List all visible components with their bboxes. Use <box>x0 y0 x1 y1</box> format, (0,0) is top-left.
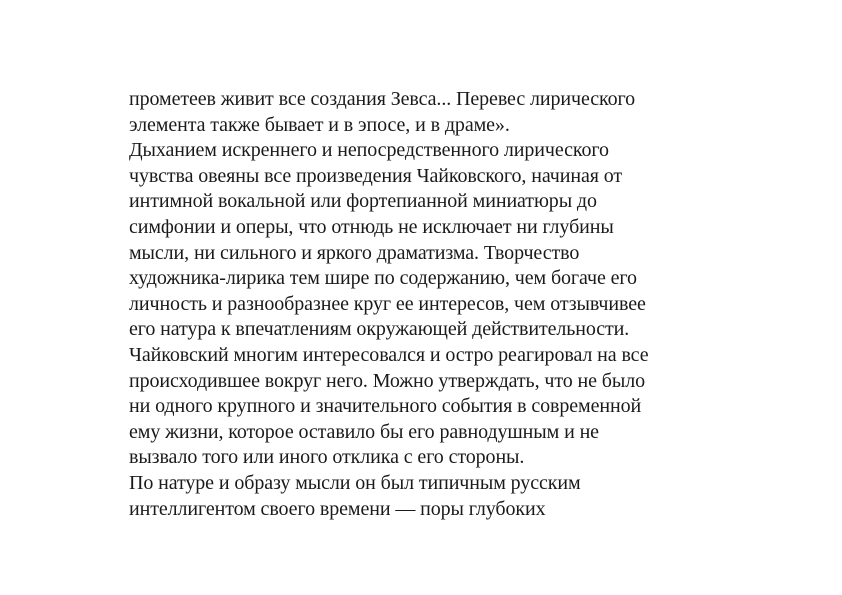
body-text <box>129 87 729 522</box>
text-line: интеллигентом своего времени — поры глубоких <box>129 497 546 520</box>
text-line: Дыханием искреннего и непосредственного лирического <box>129 139 609 162</box>
text-line: прометеев живит все создания Зевса... Перевес лирического <box>129 88 635 110</box>
text-line: элемента также бывает и в эпосе, и в драме». <box>129 113 510 136</box>
text-line: вызвало того или иного отклика с его стороны. <box>129 446 525 469</box>
text-line: ему жизни, которое оставило бы его равнодушным и не <box>129 420 599 443</box>
text-line: художника-лирика тем шире по содержанию, чем богаче его <box>129 267 637 290</box>
text-line: По натуре и образу мысли он был типичным русским <box>129 471 581 494</box>
text-line: Чайковский многим интересовался и остро реагировал на все <box>129 343 649 366</box>
text-line: происходившее вокруг него. Можно утверждать, что не было <box>129 369 645 392</box>
text-line: его натура к впечатлениям окружающей действительности. <box>129 318 630 341</box>
text-line: чувства овеяны все произведения Чайковского, начиная от <box>129 164 623 187</box>
text-line: ни одного крупного и значительного события в современной <box>129 395 642 418</box>
text-line: личность и разнообразнее круг ее интересов, чем отзывчивее <box>129 292 646 315</box>
text-line: мысли, ни сильного и яркого драматизма. Творчество <box>129 241 580 264</box>
text-line: симфонии и оперы, что отнюдь не исключает ни глубины <box>129 215 614 238</box>
text-line: интимной вокальной или фортепианной миниатюры до <box>129 190 597 213</box>
